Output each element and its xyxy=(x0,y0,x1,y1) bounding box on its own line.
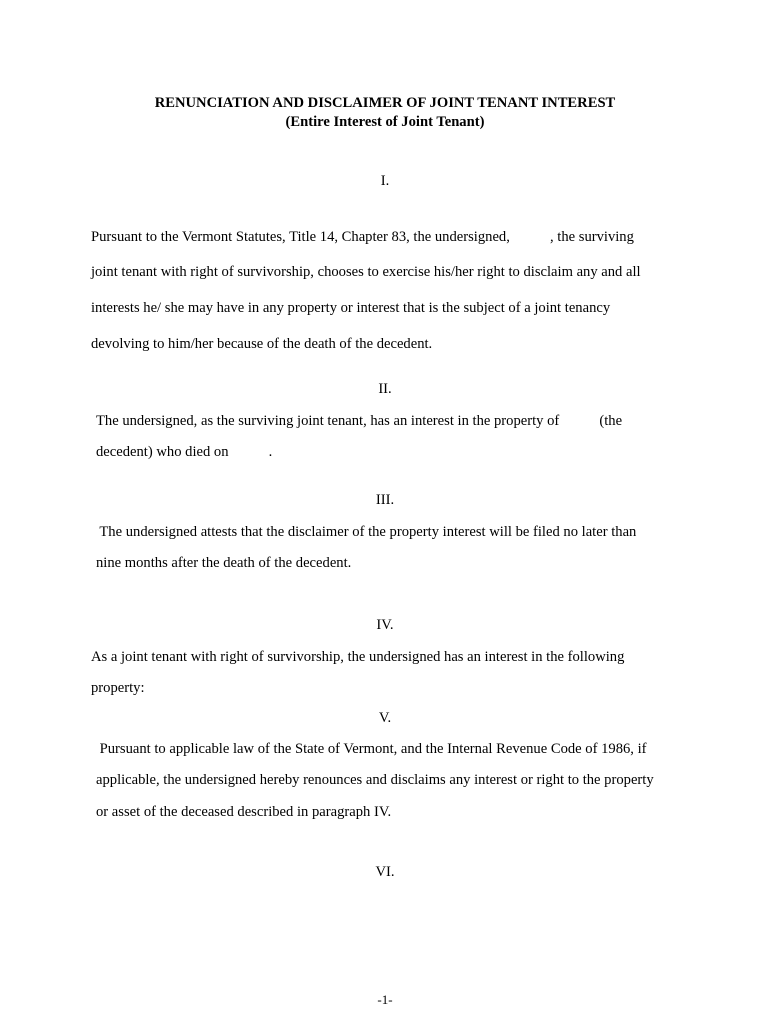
paragraph-line: The undersigned attests that the disclaimer of the property interest will be filed no later than xyxy=(96,524,637,540)
paragraph-line: property: xyxy=(91,680,145,696)
section-heading: I. xyxy=(380,173,390,189)
paragraph-line: As a joint tenant with right of survivorship, the undersigned has an interest in the following xyxy=(91,649,625,665)
paragraph-line: Pursuant to the Vermont Statutes, Title 14, Chapter 83, the undersigned, , the surviving xyxy=(91,229,634,245)
document-title: RENUNCIATION AND DISCLAIMER OF JOINT TENANT INTEREST xyxy=(154,95,616,111)
paragraph-line: nine months after the death of the decedent. xyxy=(96,555,352,571)
paragraph-line: joint tenant with right of survivorship, chooses to exercise his/her right to disclaim any and all xyxy=(91,264,641,280)
paragraph-line: applicable, the undersigned hereby renounces and disclaims any interest or right to the property xyxy=(96,772,654,788)
paragraph-line: interests he/ she may have in any property or interest that is the subject of a joint tenancy xyxy=(91,300,611,316)
paragraph-line: Pursuant to applicable law of the State of Vermont, and the Internal Revenue Code of 1986, if xyxy=(96,741,647,757)
page-number: -1- xyxy=(377,992,393,1007)
paragraph-line: The undersigned, as the surviving joint tenant, has an interest in the property of (the xyxy=(96,413,623,429)
paragraph-line: devolving to him/her because of the death of the decedent. xyxy=(91,336,433,352)
section-heading: V. xyxy=(378,710,392,726)
section-heading: VI. xyxy=(375,864,395,880)
section-heading: IV. xyxy=(376,617,394,633)
section-heading: III. xyxy=(375,492,395,508)
paragraph-line: decedent) who died on . xyxy=(96,444,273,460)
document-subtitle: (Entire Interest of Joint Tenant) xyxy=(285,114,485,130)
paragraph-line: or asset of the deceased described in paragraph IV. xyxy=(96,804,392,820)
section-heading: II. xyxy=(378,381,392,397)
